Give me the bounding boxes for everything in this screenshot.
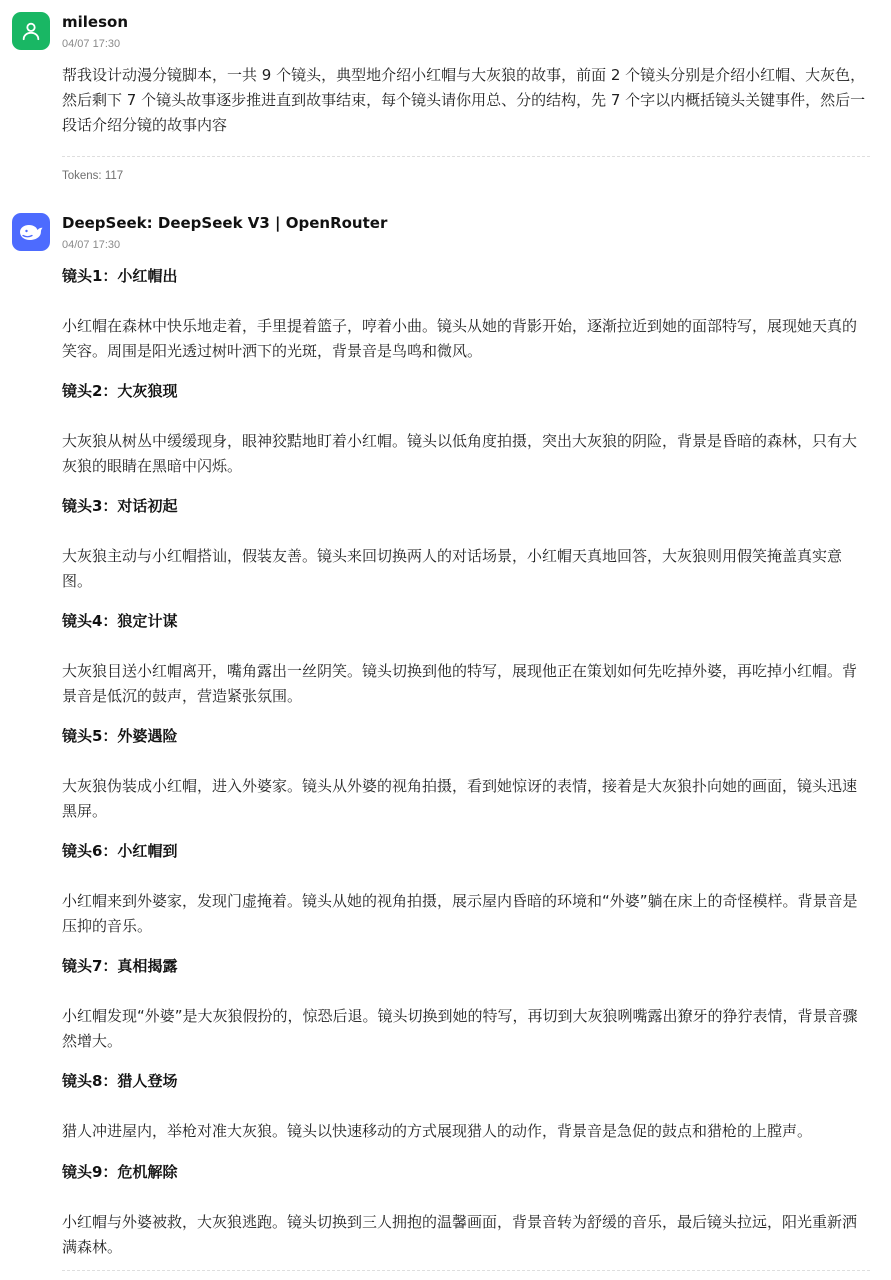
user-timestamp: 04/07 17:30: [62, 38, 121, 50]
shot-block: [62, 1160, 870, 1260]
shot-description: 小红帽发现“外婆”是大灰狼假扮的，惊恐后退。镜头切换到她的特写，再切到大灰狼咧嘴露出獠牙的狰狞表情，背景音骤然增大。: [62, 1007, 858, 1050]
user-avatar[interactable]: [12, 12, 50, 50]
shot-block: [62, 494, 870, 594]
shot-description: 猎人冲进屋内，举枪对准大灰狼。镜头以快速移动的方式展现猎人的动作，背景音是急促的鼓点和猎枪的上膛声。: [62, 1122, 813, 1140]
shot-description: 大灰狼目送小红帽离开，嘴角露出一丝阴笑。镜头切换到他的特写，展现他正在策划如何先吃掉外婆，再吃掉小红帽。背景音是低沉的鼓声，营造紧张氛围。: [62, 662, 858, 705]
shot-title: 镜头8：猎人登场: [62, 1072, 178, 1090]
message-divider: [62, 156, 870, 157]
user-icon: [20, 20, 42, 42]
shot-title: 镜头4：狼定计谋: [62, 612, 178, 630]
shot-block: [62, 954, 870, 1054]
shot-description: 小红帽在森林中快乐地走着，手里提着篮子，哼着小曲。镜头从她的背影开始，逐渐拉近到她的面部特写，展现她天真的笑容。周围是阳光透过树叶洒下的光斑，背景音是鸟鸣和微风。: [62, 317, 858, 360]
assistant-name: DeepSeek: DeepSeek V3 | OpenRouter: [62, 214, 388, 232]
shot-title: 镜头5：外婆遇险: [62, 727, 178, 745]
assistant-avatar[interactable]: [12, 213, 50, 251]
shot-description: 大灰狼主动与小红帽搭讪，假装友善。镜头来回切换两人的对话场景，小红帽天真地回答，大灰狼则用假笑掩盖真实意图。: [62, 547, 843, 590]
shot-description: 小红帽来到外婆家，发现门虚掩着。镜头从她的视角拍摄，展示屋内昏暗的环境和“外婆”躺在床上的奇怪模样。背景音是压抑的音乐。: [62, 892, 858, 935]
shot-title: 镜头2：大灰狼现: [62, 382, 178, 400]
shot-description: 小红帽与外婆被救，大灰狼逃跑。镜头切换到三人拥抱的温馨画面，背景音转为舒缓的音乐，最后镜头拉远，阳光重新洒满森林。: [62, 1213, 858, 1256]
assistant-timestamp: 04/07 17:30: [62, 239, 121, 251]
shot-title: 镜头7：真相揭露: [62, 957, 178, 975]
shot-title: 镜头3：对话初起: [62, 497, 178, 515]
message-divider: [62, 1270, 870, 1271]
shot-block: [62, 609, 870, 709]
shot-block: [62, 1069, 870, 1144]
user-name: mileson: [62, 13, 128, 31]
token-count: Tokens: 117: [62, 170, 124, 182]
deepseek-whale-icon: [17, 221, 45, 243]
shot-title: 镜头9：危机解除: [62, 1163, 178, 1181]
shot-title: 镜头1：小红帽出: [62, 267, 178, 285]
shot-block: [62, 264, 870, 364]
user-message-text: 帮我设计动漫分镜脚本，一共 9 个镜头，典型地介绍小红帽与大灰狼的故事，前面 2 个镜头分别是介绍小红帽、大灰色，然后剩下 7 个镜头故事逐步推进直到故事结束，每个镜头请你用总、分的结构，先 7 个字以内概括镜头关键事件，然后一段话介绍分镜的故事内容: [62, 66, 866, 134]
shot-description: 大灰狼伪装成小红帽，进入外婆家。镜头从外婆的视角拍摄，看到她惊讶的表情，接着是大灰狼扑向她的画面，镜头迅速黑屏。: [62, 777, 858, 820]
shot-block: [62, 839, 870, 939]
shot-block: [62, 724, 870, 824]
shot-title: 镜头6：小红帽到: [62, 842, 178, 860]
shot-description: 大灰狼从树丛中缓缓现身，眼神狡黠地盯着小红帽。镜头以低角度拍摄，突出大灰狼的阴险，背景是昏暗的森林，只有大灰狼的眼睛在黑暗中闪烁。: [62, 432, 858, 475]
shot-block: [62, 379, 870, 479]
